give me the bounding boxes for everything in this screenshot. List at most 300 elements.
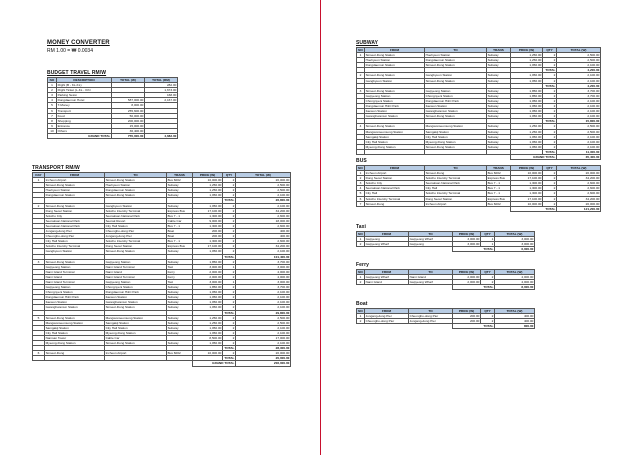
table-cell: QTY <box>543 166 557 171</box>
table-cell: 121,200.00 <box>557 206 601 211</box>
table-cell: Bus 7 - 1 <box>487 186 511 191</box>
subway-title: SUBWAY <box>356 40 379 46</box>
table-cell: 34,200.00 <box>236 208 291 213</box>
table-cell: Gapyeong Wharf <box>409 280 453 285</box>
transport-body <box>33 178 291 366</box>
table-cell: 10,000.00 <box>511 201 543 206</box>
table-cell: 3 <box>357 88 365 93</box>
table-cell: Gapyeong Wharf <box>365 275 409 280</box>
table-cell: Myeong-Dong Station <box>105 330 167 335</box>
table-cell: 1,050.00 <box>193 295 223 300</box>
table-cell: Dongdaemun Station <box>45 193 105 198</box>
blank-cell <box>357 247 453 252</box>
table-cell: 5 <box>357 191 365 196</box>
table-cell: 1,300.00 <box>511 186 543 191</box>
table-cell: 2,100.00 <box>557 144 601 149</box>
table-cell: QTY <box>481 270 495 275</box>
table-cell: Chongnyeni Station <box>105 285 167 290</box>
table-cell: 1 <box>481 237 495 242</box>
table-cell: Nami Island Terminal <box>105 264 167 269</box>
table-cell: Subway <box>487 144 511 149</box>
table-cell: Sinseol-Dong Station <box>365 53 425 58</box>
table-cell: TOTAL (W) <box>557 166 601 171</box>
table-cell: GRAND TOTAL <box>511 154 557 159</box>
table-cell: Subway <box>167 183 193 188</box>
table-cell: 1,300.00 <box>193 213 223 218</box>
total-row <box>357 247 535 252</box>
table-cell: Subway <box>167 300 193 305</box>
table-cell: Gapyeong Station <box>45 264 105 269</box>
table-cell: Gapyeong Station <box>365 93 425 98</box>
table-cell: Hoehyeon Station <box>45 188 105 193</box>
table-cell: 17,100.00 <box>511 196 543 201</box>
table-cell: FROM <box>365 48 425 53</box>
table-cell: Sinseol-Dong Station <box>45 315 105 320</box>
table-cell: TOTAL (RM) <box>145 78 178 83</box>
table-cell: 2 <box>223 239 236 244</box>
bus-body <box>357 171 601 212</box>
table-cell: 400.00 <box>495 314 535 319</box>
table-cell: 2,100.00 <box>557 109 601 114</box>
table-cell: 3 <box>357 181 365 186</box>
table-cell: 2 <box>481 275 495 280</box>
table-cell: 20,000.00 <box>557 171 601 176</box>
table-cell: 34,200.00 <box>557 176 601 181</box>
table-cell: 2,100.00 <box>557 98 601 103</box>
table-cell: 6 <box>48 108 57 113</box>
table-cell: City Hall Station <box>365 139 425 144</box>
table-cell: 2 <box>543 88 557 93</box>
table-cell: 2 <box>543 196 557 201</box>
table-cell: Nami Island <box>409 275 453 280</box>
table-cell: NO <box>358 48 363 52</box>
table-cell: 17,100.00 <box>193 208 223 213</box>
table-cell: Boat <box>167 234 193 239</box>
table-cell: TOTAL <box>224 254 235 259</box>
table-cell: 1,050.00 <box>193 203 223 208</box>
table-cell: 1,300.00 <box>193 239 223 244</box>
table-cell: TOTAL <box>224 346 235 351</box>
table-cell: 2,100.00 <box>236 295 291 300</box>
table-cell: 200,000.00 <box>112 118 145 123</box>
table-cell: 3,000.00 <box>453 242 481 247</box>
table-cell: 1 <box>357 171 365 176</box>
table-cell: 1,250.00 <box>193 183 223 188</box>
table-cell: QTY <box>223 173 236 178</box>
table-cell: 2,600.00 <box>557 191 601 196</box>
table-cell: 2,500.00 <box>236 183 291 188</box>
table-cell: Hoehyeon Station <box>105 183 167 188</box>
table-cell: Dongdaemun Hotel <box>57 98 112 103</box>
table-cell: 6 <box>33 351 45 356</box>
table-cell: 6 <box>357 196 365 201</box>
table-cell: 17,100.00 <box>193 244 223 249</box>
table-cell: 2 <box>223 269 236 274</box>
subway-section <box>356 40 601 160</box>
table-cell: 2 <box>543 109 557 114</box>
table-cell: 2,600.00 <box>236 223 291 228</box>
table-cell: 2,100.00 <box>557 139 601 144</box>
table-cell: Nami Island Terminal <box>45 269 105 274</box>
table-cell: 4 <box>48 98 57 103</box>
table-cell: Sinseol-Dong Station <box>105 178 167 183</box>
table-cell: 2,100.00 <box>557 78 601 83</box>
table-cell: 2 <box>223 300 236 305</box>
ferry-body <box>357 275 535 290</box>
table-cell: 2 <box>357 73 365 78</box>
table-cell: DESCRIPTION <box>57 78 112 83</box>
table-cell: Itaewon Station <box>425 104 487 109</box>
table-cell: Chongnyeni Station <box>425 93 487 98</box>
table-cell: Gapyeong Station <box>105 279 167 284</box>
table-cell: Seoraksan National Park <box>365 186 425 191</box>
table-cell: 3,000.00 <box>236 279 291 284</box>
total-row <box>357 324 535 329</box>
table-cell: 2,500.00 <box>236 320 291 325</box>
table-cell: Subway <box>167 259 193 264</box>
table-cell: City Hall Station <box>425 134 487 139</box>
table-cell: Sinseol-Dong Station <box>45 203 105 208</box>
table-cell: Sinseol-Dong Station <box>45 259 105 264</box>
table-cell: Dongdaemun H&C Park <box>45 295 105 300</box>
blank-cell <box>357 285 453 290</box>
table-cell: Gangbyeon Station <box>425 73 487 78</box>
table-cell: Subway <box>167 320 193 325</box>
table-cell: Subway <box>487 53 511 58</box>
table-cell: 4,200.00 <box>557 83 601 88</box>
total-row <box>357 285 535 290</box>
table-cell: 2 <box>357 176 365 181</box>
table-cell: 1,300.00 <box>511 181 543 186</box>
table-cell: Samgakji Station <box>105 320 167 325</box>
table-cell: 2 <box>543 104 557 109</box>
table-cell: Ferry <box>167 274 193 279</box>
table-cell: Ferry <box>167 269 193 274</box>
table-cell: City Hall Station <box>105 325 167 330</box>
table-cell: Flight (B - KL-KL) <box>57 83 112 88</box>
money-converter-title: MONEY CONVERTER <box>47 40 110 46</box>
table-cell: TOTAL (W) <box>495 232 535 237</box>
table-cell: 2 <box>223 193 236 198</box>
table-cell: TOTAL (W) <box>112 78 145 83</box>
money-converter-rate: RM 1.00 = ₩ 0.0034 <box>47 48 93 54</box>
table-cell: 1 <box>357 314 365 319</box>
table-cell: Sinseol-Dong Station <box>365 88 425 93</box>
table-cell: Subway <box>167 290 193 295</box>
table-cell: 3,000.00 <box>193 264 223 269</box>
table-cell: 50,000.00 <box>112 113 145 118</box>
table-cell: 2,100.00 <box>236 300 291 305</box>
table-cell: 2 <box>48 88 57 93</box>
total-row <box>357 206 601 211</box>
table-cell: DAY <box>33 173 45 178</box>
table-cell: 20,000.00 <box>236 178 291 183</box>
table-cell: 2 <box>543 201 557 206</box>
table-cell: Gangbyeon Station <box>45 249 105 254</box>
budget-title: BUDGET TRAVEL RM/W <box>47 70 107 76</box>
table-cell: 11,300.00 <box>557 149 601 154</box>
boat-table <box>356 308 535 329</box>
table-cell: Dongdaemun H&C Park <box>425 98 487 103</box>
table-cell: 2,600.00 <box>557 186 601 191</box>
table-cell: Nami Island <box>45 274 105 279</box>
table-cell: 2 <box>543 93 557 98</box>
table-cell: Bus 6002 <box>487 201 511 206</box>
table-cell: QTY <box>543 48 557 53</box>
table-cell: 101,400.00 <box>236 254 291 259</box>
table-cell: Subway <box>167 188 193 193</box>
table-cell: Nami Island Terminal <box>105 274 167 279</box>
table-cell: 3,000.00 <box>495 237 535 242</box>
table-cell: Sinseol-Dong <box>425 171 487 176</box>
table-cell: Cable Car <box>105 336 167 341</box>
table-cell: Subway <box>167 249 193 254</box>
table-cell: 1 <box>481 242 495 247</box>
table-cell: 206,000.00 <box>236 361 291 366</box>
table-cell: 2 <box>223 325 236 330</box>
table-cell: Gapyeong Wharf <box>365 242 409 247</box>
table-cell: Hoehyeon Station <box>425 53 487 58</box>
table-cell: 1,050.00 <box>193 305 223 310</box>
table-cell: 2 <box>543 124 557 129</box>
table-cell: Dong Seoul Station <box>45 208 105 213</box>
table-cell: 2 <box>33 203 45 208</box>
table-cell: 8,500.00 <box>193 336 223 341</box>
table-cell: TOTAL (W) <box>236 173 291 178</box>
table-cell: 2,500.00 <box>236 188 291 193</box>
table-cell: Dongdaemun H&C Park <box>105 290 167 295</box>
table-cell: Bus 6002 <box>487 171 511 176</box>
table-cell: TOTAL <box>543 68 557 73</box>
table-cell: Sinseol-Dong Station <box>425 144 487 149</box>
table-cell: Subway <box>167 315 193 320</box>
boat-body <box>357 314 535 329</box>
table-cell: Bus 7 - 1 <box>487 181 511 186</box>
table-cell: 2 <box>223 229 236 234</box>
table-cell: 2,100.00 <box>557 73 601 78</box>
table-cell: 1,050.00 <box>193 300 223 305</box>
bus-table <box>356 165 601 212</box>
table-cell: 200.00 <box>453 319 481 324</box>
boat-title: Boat <box>356 301 368 307</box>
table-cell: 1,050.00 <box>193 325 223 330</box>
table-cell: Express Bus <box>487 176 511 181</box>
table-cell: 2 <box>223 330 236 335</box>
table-cell: T-Money <box>57 103 112 108</box>
table-cell: 3,700.00 <box>557 93 601 98</box>
table-cell: Dong Seoul Station <box>105 244 167 249</box>
blank-cell <box>33 361 193 366</box>
table-cell: 200.00 <box>193 229 223 234</box>
table-cell: 2 <box>543 73 557 78</box>
table-cell: 1,050.00 <box>511 98 543 103</box>
table-cell: Dongdaemun H&C Park <box>365 104 425 109</box>
table-cell: Boat <box>167 229 193 234</box>
table-cell: Subway <box>487 88 511 93</box>
table-cell: NO <box>358 232 363 236</box>
taxi-section <box>356 224 535 252</box>
table-cell: TRANS <box>487 166 511 171</box>
table-cell: Subway <box>487 58 511 63</box>
table-cell: TOTAL <box>453 324 495 329</box>
table-cell: Samgakji Station <box>425 129 487 134</box>
table-cell: Subway <box>167 295 193 300</box>
table-cell: Sinseol-Dong Station <box>45 183 105 188</box>
table-cell: Samgakji Station <box>45 325 105 330</box>
table-cell: Sinseol-Dong Station <box>365 124 425 129</box>
table-cell: Subway <box>487 73 511 78</box>
table-cell: 1,673.00 <box>145 88 178 93</box>
table-cell: 200.00 <box>453 314 481 319</box>
table-cell: Bus 7 - 1 <box>487 191 511 196</box>
table-cell: 2,100.00 <box>236 249 291 254</box>
table-cell: Subway <box>167 203 193 208</box>
table-cell: Subway <box>167 330 193 335</box>
table-cell: 2,600.00 <box>236 239 291 244</box>
table-cell: 2 <box>223 183 236 188</box>
table-cell: 1,050.00 <box>193 193 223 198</box>
table-cell: Seorak Resort <box>105 218 167 223</box>
table-cell: 2,500.00 <box>557 53 601 58</box>
ferry-title: Ferry <box>356 262 370 268</box>
table-cell: 2 <box>357 319 365 324</box>
table-cell: Seoraksan National Park <box>45 223 105 228</box>
table-cell: 17,000.00 <box>236 336 291 341</box>
table-cell: TOTAL <box>543 149 557 154</box>
table-cell: 2,000.00 <box>453 275 481 280</box>
table-cell: Sokcho City <box>365 181 425 186</box>
table-cell: 4,000.00 <box>236 274 291 279</box>
table-cell: 1,050.00 <box>511 78 543 83</box>
table-cell: City Hall <box>425 186 487 191</box>
table-cell: 29,800.00 <box>236 310 291 315</box>
table-cell: 2 <box>223 274 236 279</box>
table-cell: Incheon Airport <box>365 171 425 176</box>
table-cell: Subway <box>167 305 193 310</box>
table-cell: Cheongho-dong Pier <box>365 319 409 324</box>
table-cell: 1,050.00 <box>193 290 223 295</box>
table-cell: 1,050.00 <box>193 330 223 335</box>
table-cell: 1,050.00 <box>511 134 543 139</box>
table-cell: TO <box>425 166 487 171</box>
table-cell: 34,200.00 <box>557 196 601 201</box>
table-cell: Taxi <box>167 264 193 269</box>
table-cell: Myeong-Dong Station <box>365 144 425 149</box>
table-cell: Gapyeong Station <box>105 259 167 264</box>
table-cell: Gangbyeon Station <box>365 78 425 83</box>
table-cell: Bus 7 - 1 <box>167 223 193 228</box>
table-cell: Subway <box>487 104 511 109</box>
table-cell: Transport <box>57 108 112 113</box>
table-cell: Samgakji Station <box>365 134 425 139</box>
table-cell: PRICE (W) <box>511 48 543 53</box>
table-cell: 5 <box>48 103 57 108</box>
table-cell: 15,000.00 <box>112 123 145 128</box>
table-cell: Nami Island Terminal <box>45 279 105 284</box>
table-cell: Hoehyeon Station <box>365 58 425 63</box>
table-cell: 1,250.00 <box>193 188 223 193</box>
table-cell: 2 <box>223 218 236 223</box>
blank-cell <box>357 206 511 211</box>
table-cell: Sinseol-Dong <box>45 351 105 356</box>
table-cell: Nami Island <box>105 269 167 274</box>
table-cell: 10 <box>48 128 57 133</box>
table-cell: 1,050.00 <box>511 63 543 68</box>
table-cell: 3 <box>48 93 57 98</box>
table-cell: 1 <box>48 83 57 88</box>
table-cell: 1,850.00 <box>511 88 543 93</box>
table-cell: Gangbyeon Station <box>105 203 167 208</box>
table-cell: 2,100.00 <box>236 305 291 310</box>
table-cell: 9 <box>48 123 57 128</box>
table-cell: NO <box>358 166 363 170</box>
table-cell: 1,050.00 <box>511 144 543 149</box>
table-cell: 1,850.00 <box>193 285 223 290</box>
table-cell: 1,250.00 <box>511 124 543 129</box>
table-cell: 587,000.00 <box>112 98 145 103</box>
table-cell: TOTAL (W) <box>495 309 535 314</box>
table-cell: 2 <box>223 351 236 356</box>
table-cell: Subway <box>167 285 193 290</box>
table-cell: 20,000.00 <box>236 351 291 356</box>
table-cell: 2,100.00 <box>236 325 291 330</box>
table-cell: PRICE (W) <box>453 232 481 237</box>
table-cell: 1,050.00 <box>511 104 543 109</box>
table-cell: Namsan Tower <box>45 336 105 341</box>
table-cell: Flight Ticket (L-KL - ICN <box>57 88 112 93</box>
table-cell: 2 <box>223 234 236 239</box>
table-cell: TRANS <box>487 48 511 53</box>
table-cell: Sokcho Intercity Terminal <box>425 191 487 196</box>
table-cell: Chongnyeni Station <box>45 290 105 295</box>
table-cell: 2 <box>223 203 236 208</box>
table-cell: Gapyeong Station <box>45 285 105 290</box>
table-cell: QTY <box>481 232 495 237</box>
table-cell: 2,167.00 <box>145 98 178 103</box>
table-cell: Bus 7 - 1 <box>167 239 193 244</box>
table-cell: 1,050.00 <box>511 139 543 144</box>
table-cell: 2 <box>543 53 557 58</box>
table-cell: 3 <box>33 259 45 264</box>
table-cell: PRICE (W) <box>511 166 543 171</box>
subway-body <box>357 53 601 160</box>
table-cell: FROM <box>45 173 105 178</box>
ferry-table <box>356 269 535 290</box>
table-cell: 2 <box>223 178 236 183</box>
table-cell: 2 <box>223 249 236 254</box>
table-cell: Dong Seoul Station <box>425 196 487 201</box>
table-cell: Mangwonseonsong Station <box>365 129 425 134</box>
table-cell: PRICE (W) <box>193 173 223 178</box>
table-cell: 1,300.00 <box>511 191 543 196</box>
table-cell: 200.00 <box>193 234 223 239</box>
table-cell: Sinseol-Dong Station <box>425 78 487 83</box>
table-cell: Subway <box>487 124 511 129</box>
table-cell: 2 <box>543 129 557 134</box>
table-cell: Sinseol-Dong Station <box>105 193 167 198</box>
table-cell: 2,100.00 <box>236 341 291 346</box>
table-cell: FROM <box>365 309 409 314</box>
table-cell: 2 <box>481 319 495 324</box>
table-cell: 168.00 <box>145 93 178 98</box>
table-cell: Subway <box>487 109 511 114</box>
table-cell: Subway <box>487 63 511 68</box>
budget-section <box>47 70 178 139</box>
blank-cell <box>357 324 453 329</box>
table-cell: 1,250.00 <box>193 315 223 320</box>
table-cell: Subway <box>167 325 193 330</box>
table-cell: 10,000.00 <box>511 171 543 176</box>
